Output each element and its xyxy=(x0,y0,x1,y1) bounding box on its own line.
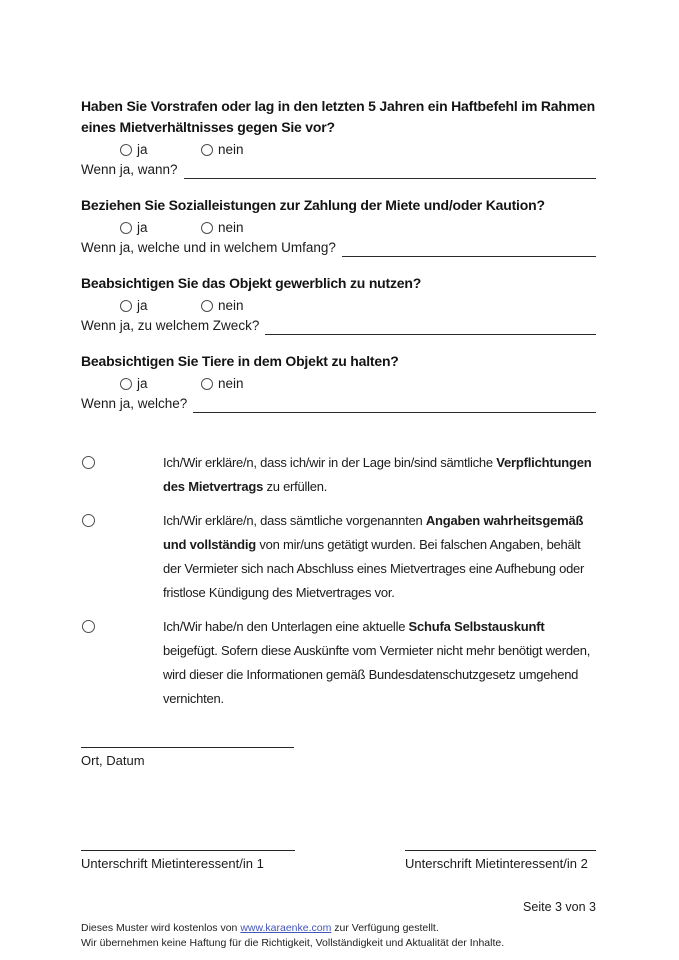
page-indicator: Seite 3 von 3 xyxy=(523,900,596,914)
followup-row xyxy=(81,160,596,179)
footer-link[interactable]: www.karaenke.com xyxy=(240,922,332,934)
followup-label: Wenn ja, zu welchem Zweck? xyxy=(81,318,260,333)
radio-label-ja: ja xyxy=(137,376,148,391)
ort-datum-label: Ort, Datum xyxy=(81,753,145,768)
radio-option-ja[interactable] xyxy=(120,220,201,235)
radio-circle-icon xyxy=(120,144,132,156)
radio-label-nein: nein xyxy=(218,142,244,157)
declaration-radio[interactable] xyxy=(82,456,95,469)
radio-row xyxy=(120,218,596,237)
question-gewerblich xyxy=(81,273,596,335)
question-heading: Beabsichtigen Sie das Objekt gewerblich zu nutzen? xyxy=(81,275,422,291)
radio-circle-icon xyxy=(201,300,213,312)
followup-row xyxy=(81,394,596,413)
signature-field-1 xyxy=(81,834,295,873)
radio-circle-icon xyxy=(201,144,213,156)
radio-circle-icon xyxy=(120,378,132,390)
question-tiere xyxy=(81,351,596,413)
radio-circle-icon xyxy=(120,222,132,234)
declarations-section xyxy=(81,451,596,711)
ort-datum-line[interactable] xyxy=(81,731,294,748)
radio-circle-icon xyxy=(120,300,132,312)
declaration-radio[interactable] xyxy=(82,620,95,633)
radio-label-nein: nein xyxy=(218,298,244,313)
radio-row xyxy=(120,296,596,315)
question-vorstrafen xyxy=(81,96,596,179)
radio-label-ja: ja xyxy=(137,142,148,157)
question-sozialleistungen xyxy=(81,195,596,257)
declaration-wahrheitsgemaess xyxy=(81,509,596,605)
signature-field-2 xyxy=(405,834,596,873)
signature-label-1: Unterschrift Mietinteressent/in 1 xyxy=(81,856,264,871)
radio-option-ja[interactable] xyxy=(120,298,201,313)
radio-row xyxy=(120,140,596,159)
followup-answer-line[interactable] xyxy=(184,163,596,179)
signature-line-1[interactable] xyxy=(81,834,295,851)
followup-row xyxy=(81,316,596,335)
footer xyxy=(81,921,596,951)
followup-answer-line[interactable] xyxy=(193,397,596,413)
followup-row xyxy=(81,238,596,257)
signature-label-2: Unterschrift Mietinteressent/in 2 xyxy=(405,856,588,871)
radio-label-nein: nein xyxy=(218,376,244,391)
radio-circle-icon xyxy=(201,378,213,390)
radio-label-ja: ja xyxy=(137,298,148,313)
ort-datum-field xyxy=(81,731,294,770)
radio-option-ja[interactable] xyxy=(120,142,201,157)
radio-option-ja[interactable] xyxy=(120,376,201,391)
radio-option-nein[interactable] xyxy=(201,142,244,157)
radio-row xyxy=(120,374,596,393)
declaration-text: Ich/Wir erkläre/n, dass ich/wir in der Lage bin/sind sämtliche Verpflichtungen des Mietvertrags zu erfüllen. xyxy=(163,455,592,494)
radio-option-nein[interactable] xyxy=(201,298,244,313)
question-heading: Beziehen Sie Sozialleistungen zur Zahlung der Miete und/oder Kaution? xyxy=(81,197,545,213)
footer-text: Dieses Muster wird kostenlos von xyxy=(81,922,241,934)
declaration-verpflichtungen xyxy=(81,451,596,499)
declaration-schufa xyxy=(81,615,596,711)
radio-label-nein: nein xyxy=(218,220,244,235)
radio-option-nein[interactable] xyxy=(201,220,244,235)
declaration-text: Ich/Wir habe/n den Unterlagen eine aktuelle Schufa Selbstauskunft beigefügt. Sofern diese Auskünfte vom Vermieter nicht mehr benötigt werden, wird dieser die Informationen gemäß Bundesdatenschutzgesetz umgehend vernichten. xyxy=(163,619,591,706)
declaration-radio[interactable] xyxy=(82,514,95,527)
footer-text: zur Verfügung gestellt. xyxy=(331,922,439,934)
footer-line-2: Wir übernehmen keine Haftung für die Richtigkeit, Vollständigkeit und Aktualität der Inhalte. xyxy=(81,937,505,949)
followup-label: Wenn ja, welche? xyxy=(81,396,188,411)
followup-label: Wenn ja, welche und in welchem Umfang? xyxy=(81,240,336,255)
followup-answer-line[interactable] xyxy=(265,319,596,335)
radio-circle-icon xyxy=(201,222,213,234)
signature-line-2[interactable] xyxy=(405,834,596,851)
radio-option-nein[interactable] xyxy=(201,376,244,391)
signature-row xyxy=(81,834,596,873)
followup-answer-line[interactable] xyxy=(342,241,596,257)
followup-label: Wenn ja, wann? xyxy=(81,162,178,177)
footer-line-1 xyxy=(81,921,596,936)
radio-label-ja: ja xyxy=(137,220,148,235)
question-heading: Beabsichtigen Sie Tiere in dem Objekt zu halten? xyxy=(81,353,399,369)
question-heading: Haben Sie Vorstrafen oder lag in den letzten 5 Jahren ein Haftbefehl im Rahmen eines Mietverhältnisses gegen Sie vor? xyxy=(81,98,595,135)
declaration-text: Ich/Wir erkläre/n, dass sämtliche vorgenannten Angaben wahrheitsgemäß und vollständig von mir/uns getätigt wurden. Bei falschen Angaben, behält der Vermieter sich nach Abschluss eines Mietvertrages eine Aufhebung oder fristlose Kündigung des Mietvertrages vor. xyxy=(163,513,585,600)
